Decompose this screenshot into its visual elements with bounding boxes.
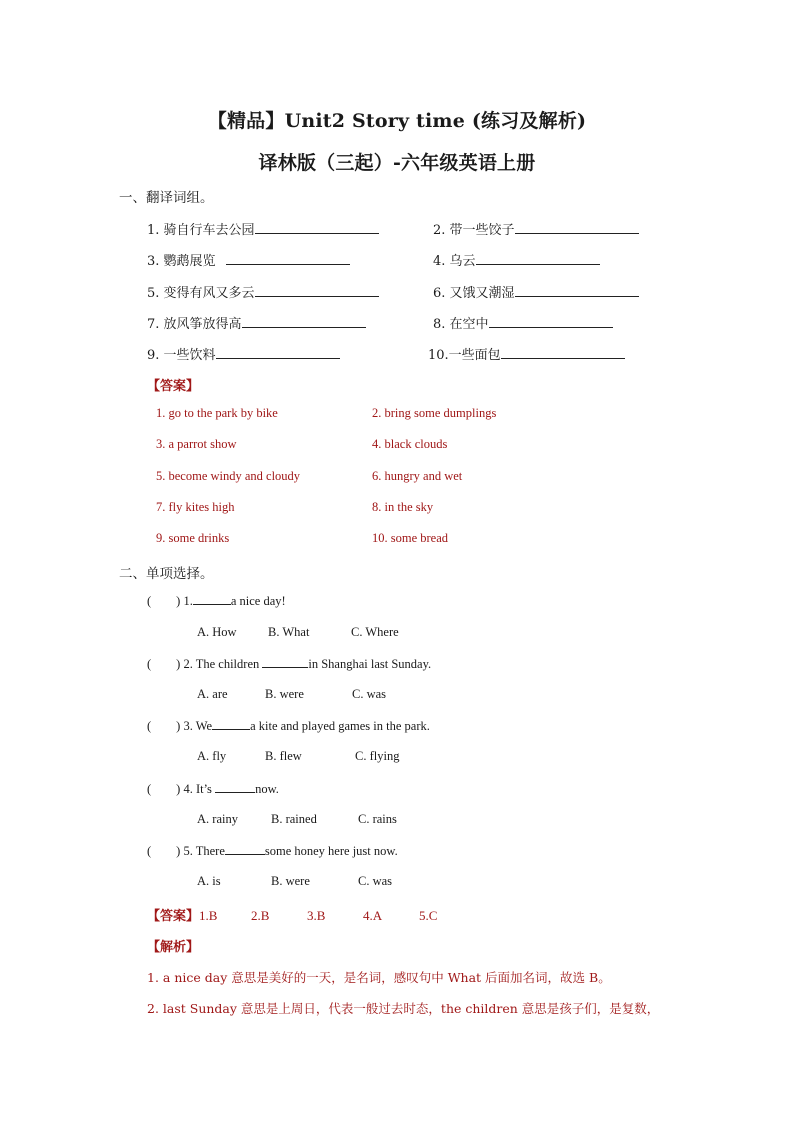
question-blank xyxy=(212,718,250,730)
vocab-item-text: 3. 鹦鹉展览 xyxy=(147,254,216,269)
vocab-item xyxy=(428,344,625,363)
answer-item: 7. fly kites high xyxy=(156,500,235,514)
option: A. How xyxy=(197,625,237,639)
vocab-item-text: 8. 在空中 xyxy=(433,317,489,332)
answer-tag: 【答案】 xyxy=(147,379,200,394)
mc-answer: 4.A xyxy=(363,908,383,923)
mc-answer: 3.B xyxy=(307,908,326,923)
answer-item: 10. some bread xyxy=(372,531,449,545)
question-stem-end: in Shanghai last Sunday. xyxy=(308,657,432,671)
vocab-item-text: 9. 一些饮料 xyxy=(147,348,216,363)
answer-paren: ( ) xyxy=(147,594,181,608)
answer-blank xyxy=(515,284,639,297)
answer-item: 9. some drinks xyxy=(156,531,230,545)
section2-heading: 二、单项选择。 xyxy=(119,566,214,582)
option: C. Where xyxy=(351,625,399,639)
option: A. is xyxy=(197,874,221,888)
option: A. are xyxy=(197,687,228,701)
answer-item: 8. in the sky xyxy=(372,500,434,514)
option: B. rained xyxy=(271,812,317,826)
option: B. were xyxy=(265,687,304,701)
mc-answer: 5.C xyxy=(419,908,438,923)
vocab-item-text: 4. 乌云 xyxy=(433,254,476,269)
vocab-item xyxy=(147,282,379,301)
answer-item: 3. a parrot show xyxy=(156,437,237,451)
answer-blank xyxy=(489,315,613,328)
question-stem: 1. xyxy=(183,594,193,608)
option: B. flew xyxy=(265,749,302,763)
option: B. were xyxy=(271,874,310,888)
vocab-item xyxy=(147,313,366,332)
doc-title: 【精品】Unit2 Story time (练习及解析) xyxy=(207,110,587,132)
question-stem: 2. The children xyxy=(183,657,263,671)
vocab-item xyxy=(433,282,639,301)
section1-heading: 一、翻译词组。 xyxy=(119,190,214,206)
explanation-line: 1. a nice day 意思是美好的一天，是名词，感叹句中 What 后面加名词，故选 B。 xyxy=(147,970,611,985)
option: A. rainy xyxy=(197,812,238,826)
doc-subtitle: 译林版（三起）-六年级英语上册 xyxy=(258,152,536,174)
option: C. was xyxy=(358,874,393,888)
question-stem: 4. It’s xyxy=(183,782,216,796)
option: C. was xyxy=(352,687,387,701)
vocab-item xyxy=(147,344,340,363)
option: C. rains xyxy=(358,812,397,826)
question-stem: 3. We xyxy=(183,719,213,733)
question-stem-end: some honey here just now. xyxy=(264,844,398,858)
vocab-item xyxy=(147,219,379,238)
answer-blank xyxy=(216,346,340,359)
question-stem-end: a nice day! xyxy=(230,594,286,608)
question-stem-end: a kite and played games in the park. xyxy=(250,719,430,733)
vocab-item-text: 7. 放风筝放得高 xyxy=(147,317,242,332)
answer-paren: ( ) xyxy=(147,782,181,796)
question-blank xyxy=(225,843,265,855)
vocab-item-text: 5. 变得有风又多云 xyxy=(147,286,255,301)
answer-blank xyxy=(515,221,639,234)
question-2 xyxy=(147,656,431,672)
explain-tag: 【解析】 xyxy=(147,940,200,955)
answer-blank xyxy=(255,221,379,234)
answer-blank xyxy=(501,346,625,359)
answer-blank xyxy=(242,315,366,328)
answer-item: 6. hungry and wet xyxy=(372,469,463,483)
question-blank xyxy=(262,656,308,668)
vocab-item-text: 1. 骑自行车去公园 xyxy=(147,223,255,238)
mc-answer: 2.B xyxy=(251,908,270,923)
mc-answer-row xyxy=(147,905,437,924)
mc-answer: 1.B xyxy=(199,908,218,923)
answer-paren: ( ) xyxy=(147,657,181,671)
vocab-item-text: 2. 带一些饺子 xyxy=(433,223,515,238)
question-blank xyxy=(193,593,231,605)
question-stem: 5. There xyxy=(183,844,225,858)
vocab-item xyxy=(433,250,600,269)
answer-paren: ( ) xyxy=(147,844,181,858)
vocab-item-text: 10.一些面包 xyxy=(428,348,501,363)
answer-paren: ( ) xyxy=(147,719,181,733)
option: C. flying xyxy=(355,749,400,763)
answer-tag: 【答案】 xyxy=(147,909,200,924)
answer-item: 1. go to the park by bike xyxy=(156,406,278,420)
answer-blank xyxy=(476,252,600,265)
question-3 xyxy=(147,718,430,734)
vocab-item xyxy=(147,250,350,269)
question-4 xyxy=(147,781,279,797)
vocab-item xyxy=(433,313,613,332)
question-1 xyxy=(147,593,286,609)
question-stem-end: now. xyxy=(255,782,279,796)
vocab-item-text: 6. 又饿又潮湿 xyxy=(433,286,515,301)
answer-blank xyxy=(226,252,350,265)
answer-item: 5. become windy and cloudy xyxy=(156,469,301,483)
option: B. What xyxy=(268,625,310,639)
question-blank xyxy=(215,781,255,793)
vocab-item xyxy=(433,219,639,238)
explanation-line: 2. last Sunday 意思是上周日，代表一般过去时态，the children 意思是孩子们，是复数， xyxy=(147,1001,660,1016)
option: A. fly xyxy=(197,749,227,763)
answer-item: 2. bring some dumplings xyxy=(372,406,497,420)
question-5 xyxy=(147,843,398,859)
answer-item: 4. black clouds xyxy=(372,437,448,451)
answer-blank xyxy=(255,284,379,297)
